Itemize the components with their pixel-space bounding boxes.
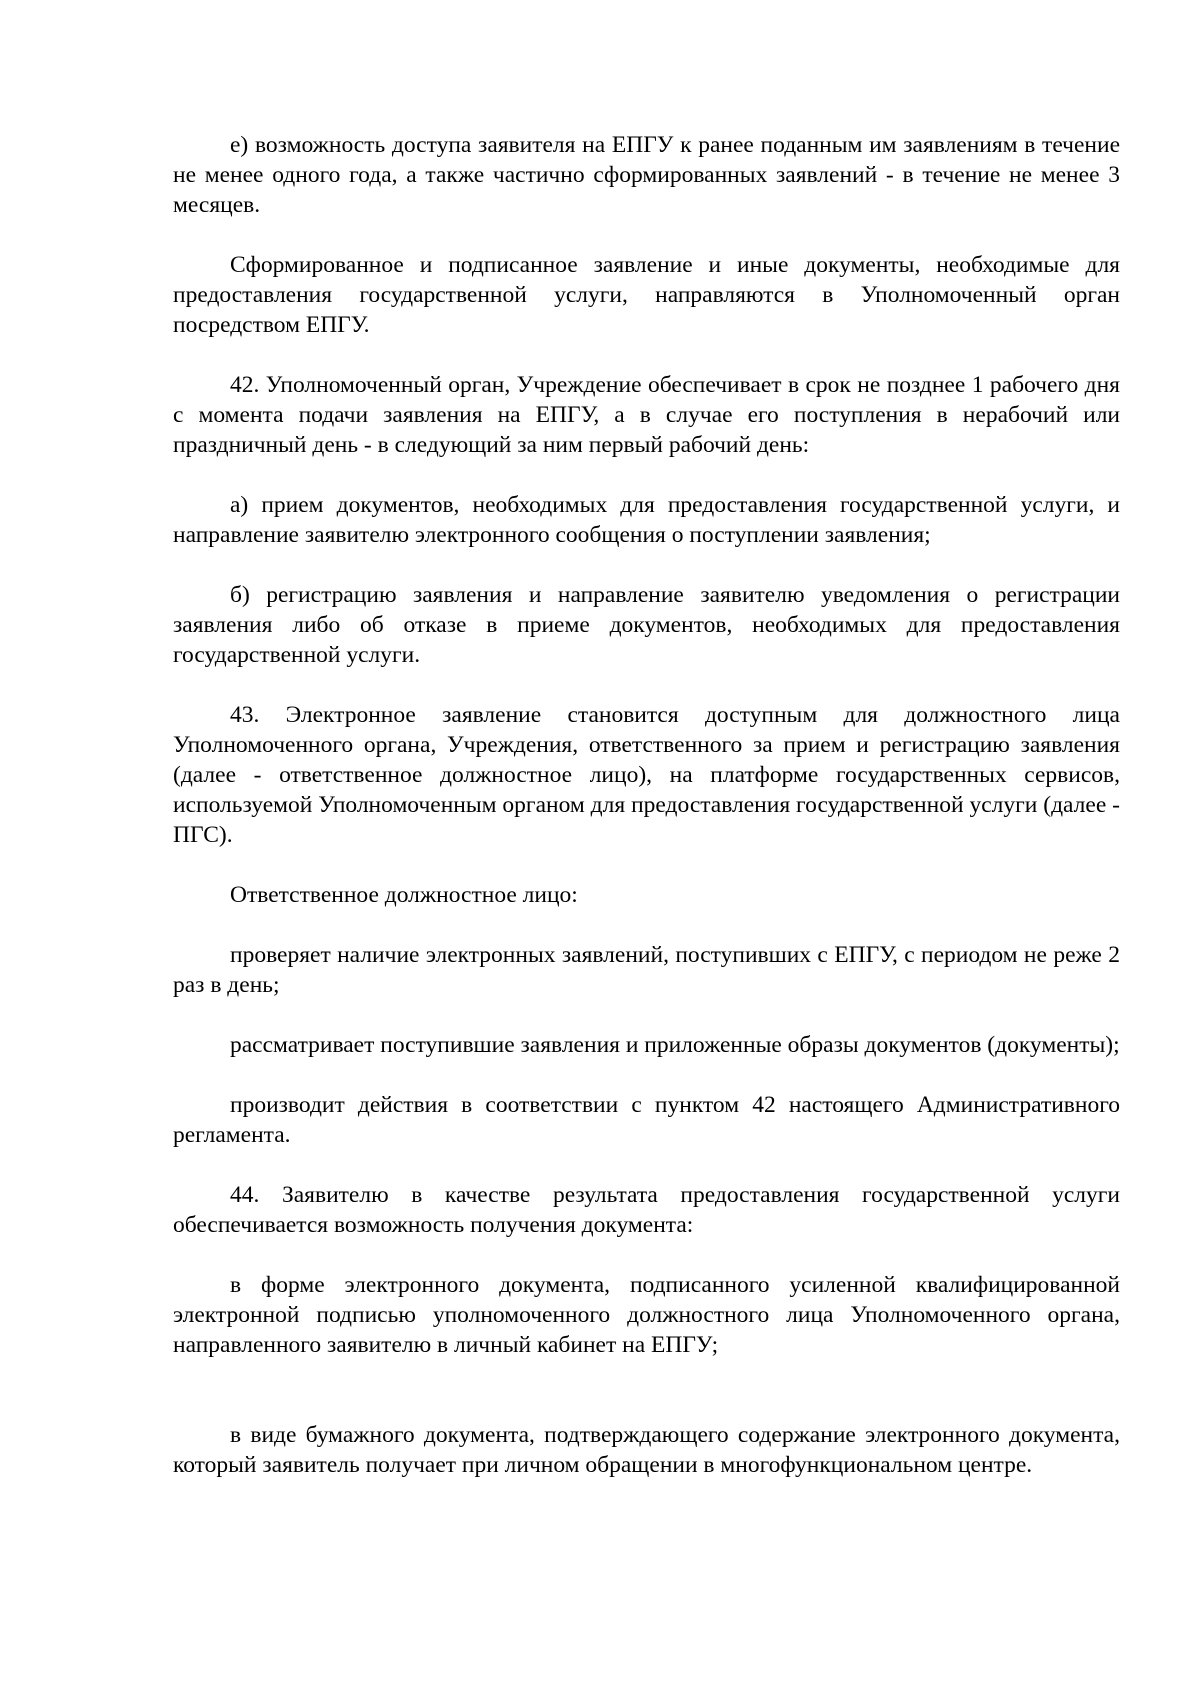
paragraph-responsible-official: Ответственное должностное лицо: — [230, 882, 578, 908]
paragraph-item-e: е) возможность доступа заявителя на ЕПГУ к ранее поданным им заявлениям в течение не менее одного года, а также частично сформированных заявлений - в течение не менее 3 месяцев. — [173, 132, 1120, 218]
paragraph-checks-applications: проверяет наличие электронных заявлений, поступивших с ЕПГУ, с периодом не реже 2 раз в день; — [173, 942, 1120, 998]
document-body — [173, 130, 1120, 1480]
paragraph-44: 44. Заявителю в качестве результата предоставления государственной услуги обеспечивается возможность получения документа: — [173, 1182, 1120, 1238]
paragraph-42: 42. Уполномоченный орган, Учреждение обеспечивает в срок не позднее 1 рабочего дня с момента подачи заявления на ЕПГУ, а в случае его поступления в нерабочий или праздничный день - в следующий за ним первый рабочий день: — [173, 372, 1120, 458]
paragraph-electronic-form: в форме электронного документа, подписанного усиленной квалифицированной электронной подписью уполномоченного должностного лица Уполномоченного органа, направленного заявителю в личный кабинет на ЕПГУ; — [173, 1272, 1120, 1358]
paragraph-42-b: б) регистрацию заявления и направление заявителю уведомления о регистрации заявления либо об отказе в приеме документов, необходимых для предоставления государственной услуги. — [173, 582, 1120, 668]
paragraph-reviews-applications: рассматривает поступившие заявления и приложенные образы документов (документы); — [230, 1032, 1120, 1058]
paragraph-43: 43. Электронное заявление становится доступным для должностного лица Уполномоченного органа, Учреждения, ответственного за прием и регистрацию заявления (далее - ответственное должностное лицо), на платформе государственных сервисов, используемой Уполномоченным органом для предоставления государственной услуги (далее - ПГС). — [173, 702, 1120, 848]
paragraph-formed-application: Сформированное и подписанное заявление и иные документы, необходимые для предоставления государственной услуги, направляются в Уполномоченный орган посредством ЕПГУ. — [173, 252, 1120, 338]
paragraph-42-a: а) прием документов, необходимых для предоставления государственной услуги, и направление заявителю электронного сообщения о поступлении заявления; — [173, 492, 1120, 548]
paragraph-performs-actions: производит действия в соответствии с пунктом 42 настоящего Административного регламента. — [173, 1092, 1120, 1148]
paragraph-paper-form: в виде бумажного документа, подтверждающего содержание электронного документа, который заявитель получает при личном обращении в многофункциональном центре. — [173, 1422, 1120, 1478]
